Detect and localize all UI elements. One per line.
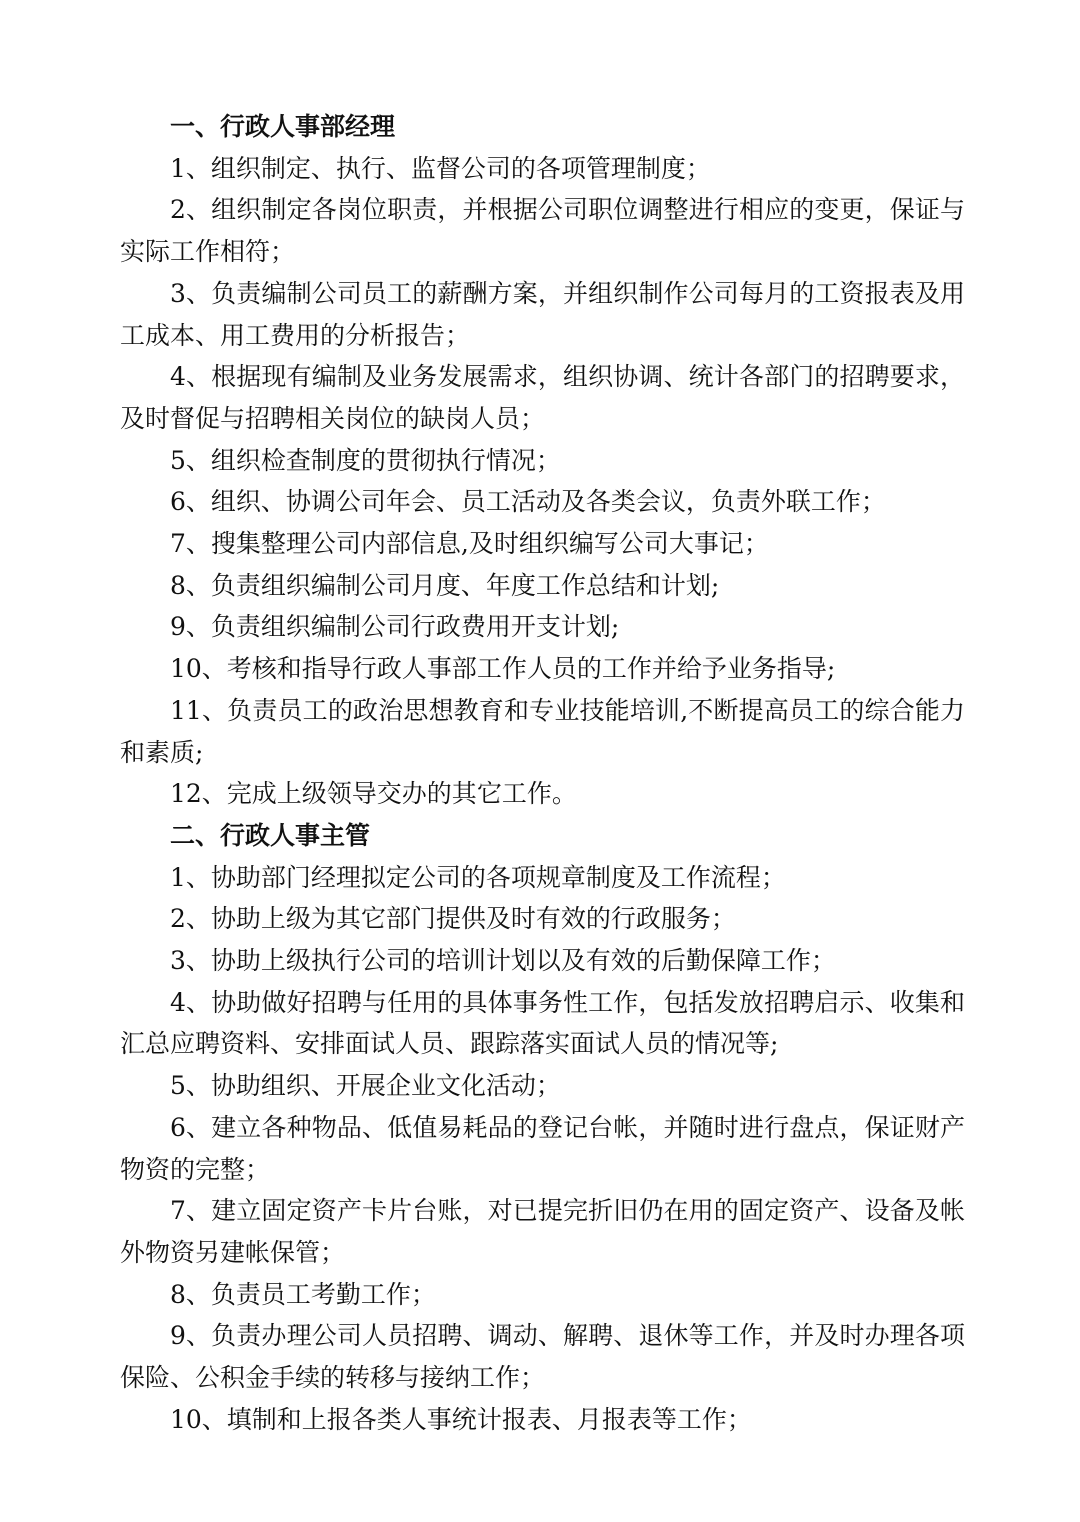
list-item: 2、协助上级为其它部门提供及时有效的行政服务； <box>170 904 736 934</box>
list-item: 3、协助上级执行公司的培训计划以及有效的后勤保障工作； <box>170 946 836 976</box>
list-item: 6、组织、协调公司年会、员工活动及各类会议，负责外联工作； <box>170 487 886 517</box>
list-item: 10、填制和上报各类人事统计报表、月报表等工作； <box>170 1404 752 1434</box>
list-item: 5、协助组织、开展企业文化活动； <box>170 1071 561 1101</box>
list-item: 4、根据现有编制及业务发展需求，组织协调、统计各部门的招聘要求，及时督促与招聘相关岗位的缺岗人员； <box>120 362 965 433</box>
list-item: 6、建立各种物品、低值易耗品的登记台帐，并随时进行盘点，保证财产物资的完整； <box>120 1112 965 1184</box>
list-item: 7、搜集整理公司内部信息,及时组织编写公司大事记； <box>170 529 769 559</box>
document-page <box>120 106 965 1441</box>
list-item: 9、负责办理公司人员招聘、调动、解聘、退休等工作，并及时办理各项保险、公积金手续的转移与接纳工作； <box>120 1321 965 1393</box>
list-item: 9、负责组织编制公司行政费用开支计划; <box>170 612 620 642</box>
list-item: 11、负责员工的政治思想教育和专业技能培训,不断提高员工的综合能力和素质; <box>120 695 965 767</box>
list-item: 4、协助做好招聘与任用的具体事务性工作，包括发放招聘启示、收集和汇总应聘资料、安排面试人员、跟踪落实面试人员的情况等; <box>120 987 965 1059</box>
list-item: 3、负责编制公司员工的薪酬方案，并组织制作公司每月的工资报表及用工成本、用工费用的分析报告； <box>120 278 965 350</box>
list-item: 12、完成上级领导交办的其它工作。 <box>170 779 577 809</box>
section-title-1: 一、行政人事部经理 <box>170 112 396 141</box>
list-item: 8、负责员工考勤工作； <box>170 1279 436 1309</box>
list-item: 5、组织检查制度的贯彻执行情况； <box>170 445 561 475</box>
section-title-2: 二、行政人事主管 <box>170 820 371 850</box>
list-item: 1、组织制定、执行、监督公司的各项管理制度； <box>170 153 711 183</box>
list-item: 7、建立固定资产卡片台账，对已提完折旧仍在用的固定资产、设备及帐外物资另建帐保管； <box>120 1196 965 1267</box>
list-item: 8、负责组织编制公司月度、年度工作总结和计划; <box>170 570 720 600</box>
list-item: 10、考核和指导行政人事部工作人员的工作并给予业务指导; <box>170 654 836 684</box>
list-item: 1、协助部门经理拟定公司的各项规章制度及工作流程； <box>170 862 786 892</box>
list-item: 2、组织制定各岗位职责，并根据公司职位调整进行相应的变更，保证与实际工作相符； <box>120 195 965 267</box>
